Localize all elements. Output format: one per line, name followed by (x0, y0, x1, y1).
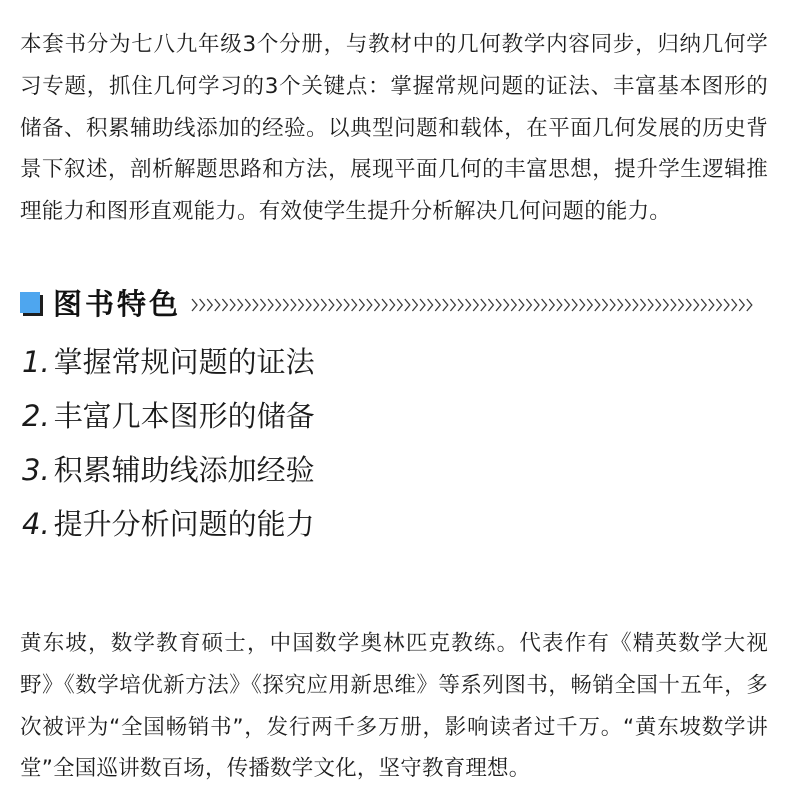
chevron-icon (420, 299, 425, 311)
chevron-icon (610, 299, 615, 311)
chevron-icon (450, 299, 455, 311)
chevron-icon (671, 299, 676, 311)
chevron-icon (549, 299, 554, 311)
chevron-icon (230, 299, 235, 311)
chevron-icon (694, 299, 699, 311)
chevron-icon (678, 299, 683, 311)
chevron-icon (580, 299, 585, 311)
chevron-icon (496, 299, 501, 311)
chevron-icon (253, 299, 258, 311)
chevron-icon (344, 299, 349, 311)
chevron-icon (663, 299, 668, 311)
chevron-icon (222, 299, 227, 311)
chevron-icon (192, 299, 197, 311)
chevron-icon (542, 299, 547, 311)
feature-number: 2. (22, 399, 50, 433)
chevron-icon (336, 299, 341, 311)
chevron-icon (352, 299, 357, 311)
chevron-icon (466, 299, 471, 311)
chevron-icon (564, 299, 569, 311)
chevron-icon (238, 299, 243, 311)
chevron-icon (716, 299, 721, 311)
chevron-icon (374, 299, 379, 311)
chevron-icon (200, 299, 205, 311)
feature-text: 提升分析问题的能力 (53, 507, 315, 541)
chevron-icon (405, 299, 410, 311)
chevron-icon (306, 299, 311, 311)
square-bullet-icon (20, 292, 43, 316)
chevron-icon (686, 299, 691, 311)
chevron-icon (701, 299, 706, 311)
chevron-icon (557, 299, 562, 311)
chevron-icon (314, 299, 319, 311)
chevron-icon (640, 299, 645, 311)
chevron-icon (428, 299, 433, 311)
chevron-icon (412, 299, 417, 311)
feature-text: 掌握常规问题的证法 (53, 345, 315, 379)
chevron-icon (648, 299, 653, 311)
chevron-icon (747, 299, 752, 311)
chevron-icon (382, 299, 387, 311)
list-item (22, 394, 315, 448)
chevron-icon (215, 299, 220, 311)
chevron-icon (481, 299, 486, 311)
chevron-icon (504, 299, 509, 311)
chevron-icon (656, 299, 661, 311)
chevron-icon (526, 299, 531, 311)
chevron-icon (572, 299, 577, 311)
chevron-icon (587, 299, 592, 311)
chevron-icon (618, 299, 623, 311)
chevron-icon (260, 299, 265, 311)
chevron-icon (443, 299, 448, 311)
chevron-icon (709, 299, 714, 311)
chevron-icon (245, 299, 250, 311)
chevron-icon (595, 299, 600, 311)
feature-number: 4. (22, 507, 50, 541)
feature-list (22, 340, 315, 556)
chevron-icon (633, 299, 638, 311)
chevron-icon (268, 299, 273, 311)
chevron-icon (276, 299, 281, 311)
chevron-icon (625, 299, 630, 311)
chevron-icon (283, 299, 288, 311)
chevron-icon (298, 299, 303, 311)
author-bio-paragraph: 黄东坡，数学教育硕士，中国数学奥林匹克教练。代表作有《精英数学大视野》《数学培优新方法》《探究应用新思维》等系列图书，畅销全国十五年，多次被评为“全国畅销书”，发行两千多万册，影响读者过千万。“黄东坡数学讲堂”全国巡讲数百场，传播数学文化，坚守教育理想。 (20, 631, 768, 782)
chevron-icon (534, 299, 539, 311)
chevron-arrows-divider-icon (191, 295, 765, 315)
list-item (22, 340, 315, 394)
chevron-icon (207, 299, 212, 311)
section-header (20, 279, 765, 325)
chevron-icon (602, 299, 607, 311)
chevron-icon (367, 299, 372, 311)
intro-paragraph: 本套书分为七八九年级3个分册，与教材中的几何教学内容同步，归纳几何学习专题，抓住几何学习的3个关键点：掌握常规问题的证法、丰富基本图形的储备、积累辅助线添加的经验。以典型问题和载体，在平面几何发展的历史背景下叙述，剖析解题思路和方法，展现平面几何的丰富思想，提升学生逻辑推理能力和图形直观能力。有效使学生提升分析解决几何问题的能力。 (20, 32, 768, 225)
list-item (22, 448, 315, 502)
chevron-icon (724, 299, 729, 311)
chevron-icon (473, 299, 478, 311)
chevron-icon (488, 299, 493, 311)
chevron-icon (511, 299, 516, 311)
feature-text: 丰富几本图形的储备 (53, 399, 315, 433)
feature-number: 1. (22, 345, 50, 379)
chevron-icon (732, 299, 737, 311)
chevron-icon (321, 299, 326, 311)
chevron-icon (397, 299, 402, 311)
feature-text: 积累辅助线添加经验 (53, 453, 315, 487)
chevron-icon (359, 299, 364, 311)
chevron-icon (291, 299, 296, 311)
chevron-icon (329, 299, 334, 311)
chevron-icon (435, 299, 440, 311)
list-item (22, 502, 315, 556)
chevron-icon (390, 299, 395, 311)
section-title: 图书特色 (53, 286, 182, 321)
chevron-icon (458, 299, 463, 311)
feature-number: 3. (22, 453, 50, 487)
chevron-icon (519, 299, 524, 311)
chevron-icon (739, 299, 744, 311)
